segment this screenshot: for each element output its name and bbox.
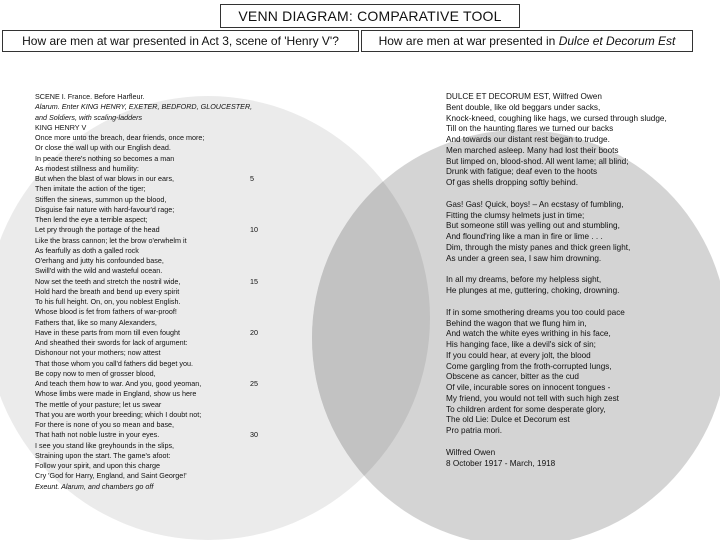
poem-line: If in some smothering dreams you too could pace	[446, 307, 625, 317]
line-number: 10	[250, 225, 258, 235]
play-line: Swill'd with the wild and wasteful ocean.	[35, 266, 163, 276]
play-line: Have in these parts from morn till even fought	[35, 327, 181, 337]
play-line: Let pry through the portage of the head	[35, 225, 160, 235]
line-number: 30	[250, 430, 258, 440]
stanza-gap	[446, 437, 718, 448]
play-line: And sheathed their swords for lack of argument:	[35, 338, 188, 347]
play-line: Stiffen the sinews, summon up the blood,	[35, 194, 167, 204]
play-line: Once more unto the breach, dear friends, once more;	[35, 133, 205, 142]
poem-line: Pro patria mori.	[446, 426, 502, 435]
line-number: 20	[250, 327, 258, 337]
poem-line: His hanging face, like a devil's sick of sin;	[446, 340, 596, 349]
play-line: Like the brass cannon; let the brow o'erwhelm it	[35, 235, 187, 245]
line-number: 25	[250, 379, 258, 388]
play-line: Exeunt. Alarum, and chambers go off	[35, 481, 154, 491]
play-line: Alarum. Enter KING HENRY, EXETER, BEDFORD, GLOUCESTER,	[35, 102, 253, 112]
stanza-gap	[446, 297, 718, 308]
play-line: Cry 'God for Harry, England, and Saint George!'	[35, 471, 187, 481]
play-line: Follow your spirit, and upon this charge	[35, 461, 161, 470]
poem-extract	[446, 92, 718, 469]
poem-line: In all my dreams, before my helpless sight,	[446, 275, 602, 285]
poem-line: Behind the wagon that we flung him in,	[446, 318, 587, 328]
poem-line: Drunk with fatigue; deaf even to the hoots	[446, 167, 598, 177]
poem-line: Obscene as cancer, bitter as the cud	[446, 372, 579, 382]
poem-line: And flound'ring like a man in fire or lime . . .	[446, 232, 603, 241]
play-line: But when the blast of war blows in our ears,	[35, 174, 175, 183]
play-line: As modest stillness and humility:	[35, 163, 139, 173]
play-line: and Soldiers, with scaling-ladders	[35, 112, 143, 122]
play-line: That you are worth your breeding; which I doubt not;	[35, 409, 202, 419]
poem-line: But limped on, blood-shod. All went lame; all blind;	[446, 156, 629, 166]
poem-line: My friend, you would not tell with such high zest	[446, 393, 619, 403]
poem-line: To children ardent for some desperate glory,	[446, 404, 606, 414]
poem-line: Gas! Gas! Quick, boys! – An ecstasy of fumbling,	[446, 199, 624, 209]
play-line: To his full height. On, on, you noblest English.	[35, 297, 181, 306]
poem-line: Wilfred Owen	[446, 447, 496, 457]
poem-line: Till on the haunting flares we turned our backs	[446, 124, 614, 134]
poem-line: DULCE ET DECORUM EST, Wilfred Owen	[446, 92, 602, 101]
play-line: I see you stand like greyhounds in the slips,	[35, 440, 175, 450]
poem-line: And towards our distant rest began to trudge.	[446, 135, 610, 144]
play-line: Now set the teeth and stretch the nostril wide,	[35, 276, 181, 286]
question-left: How are men at war presented in Act 3, scene of 'Henry V'?	[2, 30, 359, 52]
poem-line: And watch the white eyes writhing in his face,	[446, 329, 611, 339]
line-number: 15	[250, 276, 258, 286]
play-line: For there is none of you so mean and base,	[35, 420, 175, 429]
question-right-prefix: How are men at war presented in	[378, 34, 559, 48]
play-line: Or close the wall up with our English dead.	[35, 143, 171, 153]
poem-line: Fitting the clumsy helmets just in time;	[446, 210, 585, 220]
poem-line: The old Lie: Dulce et Decorum est	[446, 415, 570, 425]
poem-line: But someone still was yelling out and stumbling,	[446, 221, 620, 231]
play-line: Dishonour not your mothers; now attest	[35, 348, 161, 358]
poem-line: If you could hear, at every jolt, the blood	[446, 350, 591, 360]
play-line: The mettle of your pasture; let us swear	[35, 399, 162, 409]
stanza-gap	[446, 189, 718, 200]
line-number: 5	[250, 174, 254, 183]
poem-line: As under a green sea, I saw him drowning.	[446, 253, 602, 263]
play-line: That hath not noble lustre in your eyes.	[35, 430, 160, 440]
play-extract	[35, 92, 275, 492]
play-line: SCENE I. France. Before Harfleur.	[35, 92, 145, 101]
poem-line: Of vile, incurable sores on innocent tongues -	[446, 383, 611, 392]
poem-line: Come gargling from the froth-corrupted lungs,	[446, 361, 612, 371]
play-line: Be copy now to men of grosser blood,	[35, 368, 156, 378]
play-line: As fearfully as doth a galled rock	[35, 245, 139, 255]
poem-line: Of gas shells dropping softly behind.	[446, 178, 578, 187]
play-line: O'erhang and jutty his confounded base,	[35, 256, 164, 265]
play-line: Whose blood is fet from fathers of war-proof!	[35, 307, 177, 317]
play-line: Fathers that, like so many Alexanders,	[35, 317, 157, 327]
poem-line: Bent double, like old beggars under sacks,	[446, 102, 601, 112]
poem-line: He plunges at me, guttering, choking, drowning.	[446, 286, 620, 295]
play-line: Then imitate the action of the tiger;	[35, 184, 146, 194]
play-line: Whose limbs were made in England, show us here	[35, 389, 197, 399]
page-title: VENN DIAGRAM: COMPARATIVE TOOL	[220, 4, 520, 28]
play-line: Straining upon the start. The game's afoot:	[35, 450, 171, 460]
play-line: Disguise fair nature with hard-favour'd rage;	[35, 204, 175, 214]
play-line: That those whom you call'd fathers did beget you.	[35, 358, 193, 368]
play-line: Then lend the eye a terrible aspect;	[35, 215, 148, 224]
poem-line: Dim, through the misty panes and thick green light,	[446, 242, 631, 252]
poem-line: Men marched asleep. Many had lost their boots	[446, 145, 619, 155]
play-line: In peace there's nothing so becomes a man	[35, 153, 175, 163]
poem-line: Knock-kneed, coughing like hags, we cursed through sludge,	[446, 113, 667, 123]
stanza-gap	[446, 264, 718, 275]
play-line: Hold hard the breath and bend up every spirit	[35, 286, 180, 296]
question-right-poem-title: Dulce et Decorum Est	[558, 34, 676, 48]
play-line: And teach them how to war. And you, good yeoman,	[35, 379, 202, 388]
poem-line: 8 October 1917 - March, 1918	[446, 458, 556, 468]
question-right	[361, 30, 693, 52]
play-line: KING HENRY V	[35, 122, 87, 132]
